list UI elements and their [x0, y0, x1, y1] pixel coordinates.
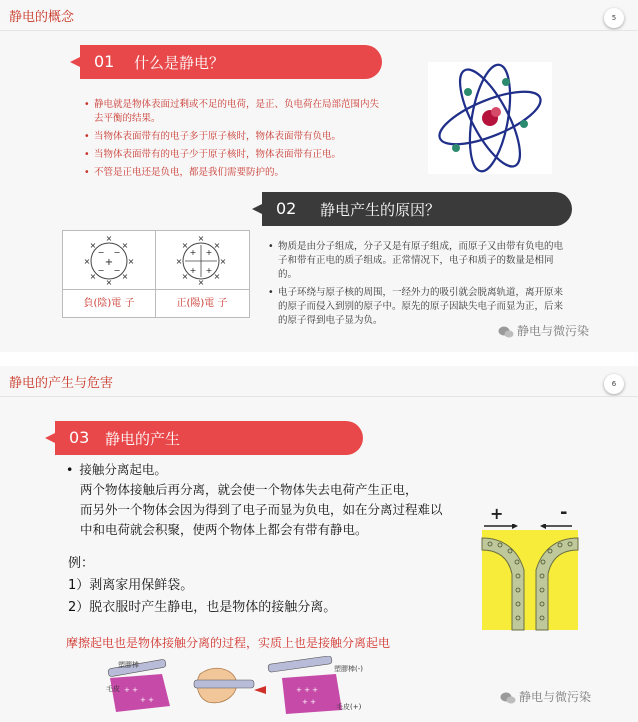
- svg-text:−: −: [97, 248, 105, 257]
- slide-2: [0, 366, 638, 722]
- section-heading: 静电产生的原因？: [320, 201, 441, 219]
- section-03-tab: [55, 421, 363, 455]
- svg-text:+: +: [189, 248, 197, 257]
- wechat-icon: [498, 325, 514, 339]
- watermark: [500, 688, 591, 705]
- plastic-rod-label: 塑膠棒: [118, 661, 139, 669]
- section-number: 01: [94, 52, 115, 71]
- atom-illustration: [428, 62, 552, 174]
- svg-text:×: ×: [127, 257, 135, 266]
- svg-text:−: −: [113, 266, 121, 275]
- divider: [0, 30, 638, 31]
- section-01-tab: [80, 45, 382, 79]
- paragraph-line: 而另外一个物体会因为得到了电子而显为负电，如在分离过程难以: [80, 502, 443, 517]
- svg-text:−: −: [113, 248, 121, 257]
- cause-bullets: [268, 240, 568, 332]
- examples-title: 例：: [68, 556, 95, 571]
- lead-text: • 接触分离起电。: [66, 462, 167, 477]
- svg-text:+ +: + +: [302, 698, 316, 706]
- svg-text:×: ×: [175, 257, 183, 266]
- bullet-item: • 不管是正电还是负电，都是我们需要防护的。: [84, 166, 384, 180]
- page-number: 5: [604, 8, 624, 28]
- concept-bullets: [84, 98, 384, 184]
- svg-text:×: ×: [89, 272, 97, 281]
- svg-text:+ + +: + + +: [296, 686, 319, 694]
- svg-text:×: ×: [89, 241, 97, 250]
- section-heading: 静电的产生: [105, 430, 181, 448]
- section-number: 03: [69, 428, 90, 447]
- svg-text:×: ×: [213, 272, 221, 281]
- svg-text:×: ×: [121, 241, 129, 250]
- plastic-rod-negative-label: 塑膠棒(-): [334, 665, 363, 673]
- slide-title: 静电的产生与危害: [9, 376, 114, 391]
- charge-diagram-panel: [62, 230, 250, 318]
- positive-charge-diagram: [173, 235, 229, 287]
- friction-illustration: [104, 656, 364, 718]
- bullet-item: • 当物体表面带有的电子少于原子核时，物体表面带有正电。: [84, 148, 384, 162]
- friction-note: 摩擦起电也是物体接触分离的过程，实质上也是接触分离起电: [66, 636, 391, 650]
- section-02-tab: [262, 192, 572, 226]
- slide-1: [0, 0, 638, 352]
- paragraph-line: 中和电荷就会积聚，使两个物体上都会有带有静电。: [80, 522, 368, 537]
- bullet-item: • 电子环绕与原子核的周围，一经外力的吸引就会脱离轨道，离开原来的原子而侵入到别的原子中。原先的原子因缺失电子而显为正，后来的原子得到电子显为负。: [268, 286, 568, 328]
- contact-separation-diagram: [474, 524, 586, 634]
- examples: [68, 554, 336, 618]
- positive-electron-label: 正(陽)電 子: [176, 298, 228, 309]
- svg-text:×: ×: [181, 241, 189, 250]
- negative-charge-diagram: [81, 235, 137, 287]
- wechat-icon: [500, 691, 516, 705]
- svg-text:−: −: [97, 266, 105, 275]
- section-heading: 什么是静电？: [134, 54, 225, 72]
- svg-text:+: +: [205, 248, 213, 257]
- svg-text:+ +: + +: [124, 686, 138, 694]
- svg-text:×: ×: [197, 235, 205, 243]
- bullet-item: • 静电就是物体表面过剩或不足的电荷，是正、负电荷在局部范围内失去平衡的结果。: [84, 98, 384, 126]
- svg-text:×: ×: [105, 235, 113, 243]
- bullet-item: • 当物体表面带有的电子多于原子核时，物体表面带有负电。: [84, 130, 384, 144]
- svg-text:×: ×: [83, 257, 91, 266]
- page-number: 6: [604, 374, 624, 394]
- negative-electron-label: 負(陰)電 子: [83, 298, 135, 309]
- svg-text:×: ×: [213, 241, 221, 250]
- paragraph-line: 两个物体接触后再分离，就会使一个物体失去电荷产生正电，: [80, 482, 418, 497]
- watermark-text: 静电与微污染: [517, 324, 590, 338]
- fur-positive-label: 毛皮(+): [336, 703, 362, 711]
- svg-text:+: +: [189, 266, 197, 275]
- example-item: 1）剥离家用保鲜袋。: [68, 578, 194, 593]
- svg-text:+: +: [104, 257, 114, 268]
- fur-label: 毛皮: [106, 685, 120, 693]
- example-item: 2）脱衣服时产生静电，也是物体的接触分离。: [68, 600, 337, 615]
- lead-line: 接触分离起电。: [79, 462, 167, 477]
- svg-text:×: ×: [105, 278, 113, 287]
- section-number: 02: [276, 199, 297, 218]
- svg-text:+: +: [205, 266, 213, 275]
- watermark-text: 静电与微污染: [519, 690, 592, 704]
- svg-text:×: ×: [121, 272, 129, 281]
- negative-sign: -: [560, 502, 568, 523]
- svg-text:×: ×: [181, 272, 189, 281]
- bullet-item: • 物质是由分子组成，分子又是有原子组成，而原子又由带有负电的电子和带有正电的质子组成。正常情况下，电子和质子的数量是相同的。: [268, 240, 568, 282]
- divider: [0, 396, 638, 397]
- svg-text:+ +: + +: [140, 696, 154, 704]
- slide-title: 静电的概念: [9, 10, 75, 25]
- svg-text:×: ×: [197, 278, 205, 287]
- svg-text:×: ×: [219, 257, 227, 266]
- paragraph: [80, 480, 443, 540]
- positive-sign: +: [490, 504, 504, 523]
- watermark: [498, 322, 589, 339]
